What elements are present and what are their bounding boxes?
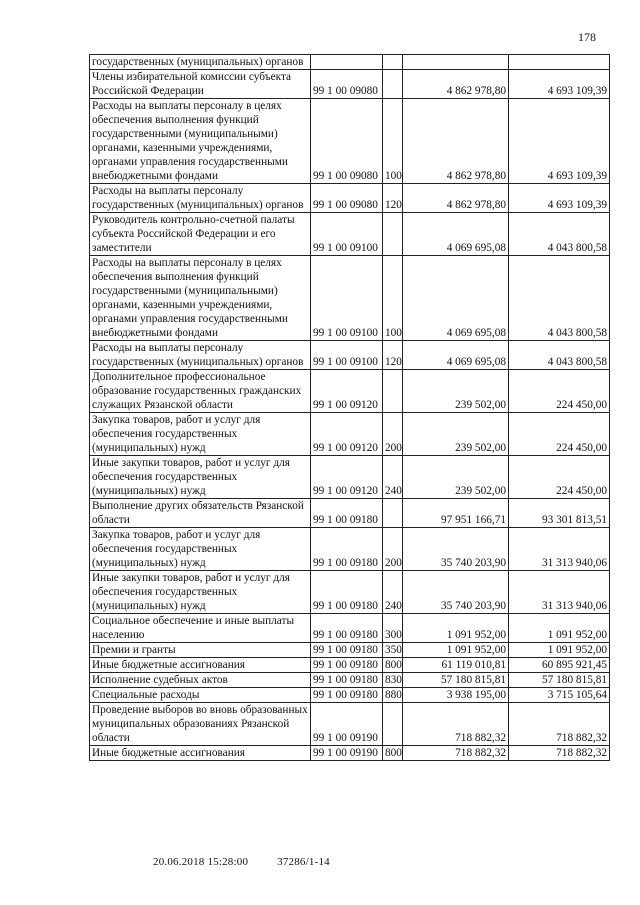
row-name-cell: Иные бюджетные ассигнования [90,746,311,761]
row-code-cell: 99 1 00 09100 [311,341,383,370]
table-row [90,528,610,571]
row-amount-2-cell: 718 882,32 [509,746,610,761]
table-row [90,688,610,703]
row-amount-1-cell: 35 740 203,90 [403,528,509,571]
row-name-cell: Расходы на выплаты персоналу государственных (муниципальных) органов [90,184,311,213]
row-amount-2-cell: 4 693 109,39 [509,184,610,213]
row-amount-2-cell: 718 882,32 [509,703,610,746]
table-row [90,658,610,673]
row-amount-2-cell: 4 043 800,58 [509,341,610,370]
footer-timestamp: 20.06.2018 15:28:00 [153,856,249,868]
row-amount-1-cell: 239 502,00 [403,413,509,456]
table-row [90,370,610,413]
row-amount-2-cell: 4 693 109,39 [509,99,610,184]
row-expense-type-cell: 300 [383,614,403,643]
page-number: 178 [578,30,596,44]
table-row [90,213,610,256]
row-name-cell: государственных (муниципальных) органов [90,55,311,70]
row-name-cell: Исполнение судебных актов [90,673,311,688]
row-expense-type-cell: 800 [383,658,403,673]
row-expense-type-cell: 350 [383,643,403,658]
table-row [90,341,610,370]
table-row [90,614,610,643]
row-amount-1-cell: 3 938 195,00 [403,688,509,703]
row-amount-1-cell: 1 091 952,00 [403,643,509,658]
row-name-cell: Социальное обеспечение и иные выплаты населению [90,614,311,643]
row-name-cell: Расходы на выплаты персоналу в целях обеспечения выполнения функций государственными (муниципальными) органами, казенными учреждениями, органами управления государственными внебюджетными фондами [90,256,311,341]
row-amount-2-cell: 224 450,00 [509,370,610,413]
row-code-cell: 99 1 00 09180 [311,528,383,571]
row-expense-type-cell [383,55,403,70]
row-code-cell: 99 1 00 09080 [311,70,383,99]
row-name-cell: Руководитель контрольно-счетной палаты субъекта Российской Федерации и его заместители [90,213,311,256]
row-amount-2-cell: 224 450,00 [509,413,610,456]
row-amount-1-cell: 718 882,32 [403,746,509,761]
row-code-cell: 99 1 00 09100 [311,256,383,341]
row-code-cell [311,55,383,70]
row-amount-1-cell [403,55,509,70]
table-row [90,256,610,341]
row-expense-type-cell [383,499,403,528]
row-expense-type-cell [383,703,403,746]
row-amount-2-cell: 93 301 813,51 [509,499,610,528]
row-code-cell: 99 1 00 09180 [311,614,383,643]
row-expense-type-cell [383,70,403,99]
row-name-cell: Премии и гранты [90,643,311,658]
row-expense-type-cell [383,213,403,256]
row-name-cell: Иные закупки товаров, работ и услуг для обеспечения государственных (муниципальных) нужд [90,456,311,499]
row-code-cell: 99 1 00 09120 [311,370,383,413]
table-row [90,643,610,658]
row-expense-type-cell: 120 [383,184,403,213]
row-code-cell: 99 1 00 09180 [311,673,383,688]
row-expense-type-cell: 200 [383,413,403,456]
row-amount-1-cell: 4 069 695,08 [403,256,509,341]
row-name-cell: Расходы на выплаты персоналу в целях обеспечения выполнения функций государственными (муниципальными) органами, казенными учреждениями, органами управления государственными внебюджетными фондами [90,99,311,184]
row-amount-2-cell: 60 895 921,45 [509,658,610,673]
row-name-cell: Члены избирательной комиссии субъекта Российской Федерации [90,70,311,99]
budget-table [89,54,610,761]
row-name-cell: Специальные расходы [90,688,311,703]
row-amount-2-cell: 4 043 800,58 [509,256,610,341]
row-code-cell: 99 1 00 09080 [311,184,383,213]
row-amount-2-cell: 57 180 815,81 [509,673,610,688]
row-code-cell: 99 1 00 09180 [311,643,383,658]
row-amount-2-cell: 224 450,00 [509,456,610,499]
table-row [90,703,610,746]
row-name-cell: Иные закупки товаров, работ и услуг для обеспечения государственных (муниципальных) нужд [90,571,311,614]
row-expense-type-cell: 240 [383,571,403,614]
row-code-cell: 99 1 00 09180 [311,499,383,528]
row-name-cell: Дополнительное профессиональное образование государственных гражданских служащих Рязанской области [90,370,311,413]
table-row [90,184,610,213]
row-amount-2-cell: 3 715 105,64 [509,688,610,703]
table-row [90,413,610,456]
row-name-cell: Иные бюджетные ассигнования [90,658,311,673]
row-code-cell: 99 1 00 09100 [311,213,383,256]
row-expense-type-cell: 120 [383,341,403,370]
row-amount-2-cell: 4 693 109,39 [509,70,610,99]
row-code-cell: 99 1 00 09180 [311,658,383,673]
row-code-cell: 99 1 00 09190 [311,703,383,746]
row-amount-1-cell: 718 882,32 [403,703,509,746]
table-row [90,99,610,184]
row-amount-1-cell: 1 091 952,00 [403,614,509,643]
row-amount-1-cell: 4 069 695,08 [403,341,509,370]
row-amount-1-cell: 97 951 166,71 [403,499,509,528]
row-amount-1-cell: 4 069 695,08 [403,213,509,256]
row-amount-2-cell: 1 091 952,00 [509,643,610,658]
row-expense-type-cell: 830 [383,673,403,688]
table-row [90,55,610,70]
footer-document-id: 37286/1-14 [277,856,330,868]
row-amount-1-cell: 4 862 978,80 [403,184,509,213]
row-expense-type-cell: 880 [383,688,403,703]
table-row [90,673,610,688]
footer [153,856,356,868]
row-amount-2-cell: 4 043 800,58 [509,213,610,256]
row-expense-type-cell: 200 [383,528,403,571]
table-row [90,499,610,528]
row-amount-1-cell: 4 862 978,80 [403,70,509,99]
row-name-cell: Проведение выборов во вновь образованных муниципальных образованиях Рязанской области [90,703,311,746]
row-name-cell: Закупка товаров, работ и услуг для обеспечения государственных (муниципальных) нужд [90,528,311,571]
row-amount-1-cell: 61 119 010,81 [403,658,509,673]
row-code-cell: 99 1 00 09180 [311,688,383,703]
row-code-cell: 99 1 00 09120 [311,456,383,499]
table-row [90,456,610,499]
row-amount-2-cell: 31 313 940,06 [509,528,610,571]
row-code-cell: 99 1 00 09120 [311,413,383,456]
row-expense-type-cell: 100 [383,256,403,341]
row-code-cell: 99 1 00 09180 [311,571,383,614]
row-name-cell: Закупка товаров, работ и услуг для обеспечения государственных (муниципальных) нужд [90,413,311,456]
row-expense-type-cell [383,370,403,413]
row-name-cell: Расходы на выплаты персоналу государственных (муниципальных) органов [90,341,311,370]
row-amount-1-cell: 239 502,00 [403,370,509,413]
row-expense-type-cell: 100 [383,99,403,184]
table-row [90,70,610,99]
row-code-cell: 99 1 00 09190 [311,746,383,761]
row-expense-type-cell: 800 [383,746,403,761]
budget-table-body [90,55,610,761]
row-amount-1-cell: 239 502,00 [403,456,509,499]
row-amount-2-cell [509,55,610,70]
row-amount-1-cell: 57 180 815,81 [403,673,509,688]
row-amount-1-cell: 35 740 203,90 [403,571,509,614]
row-name-cell: Выполнение других обязательств Рязанской области [90,499,311,528]
row-amount-2-cell: 31 313 940,06 [509,571,610,614]
row-code-cell: 99 1 00 09080 [311,99,383,184]
table-row [90,746,610,761]
table-row [90,571,610,614]
row-expense-type-cell: 240 [383,456,403,499]
row-amount-2-cell: 1 091 952,00 [509,614,610,643]
row-amount-1-cell: 4 862 978,80 [403,99,509,184]
